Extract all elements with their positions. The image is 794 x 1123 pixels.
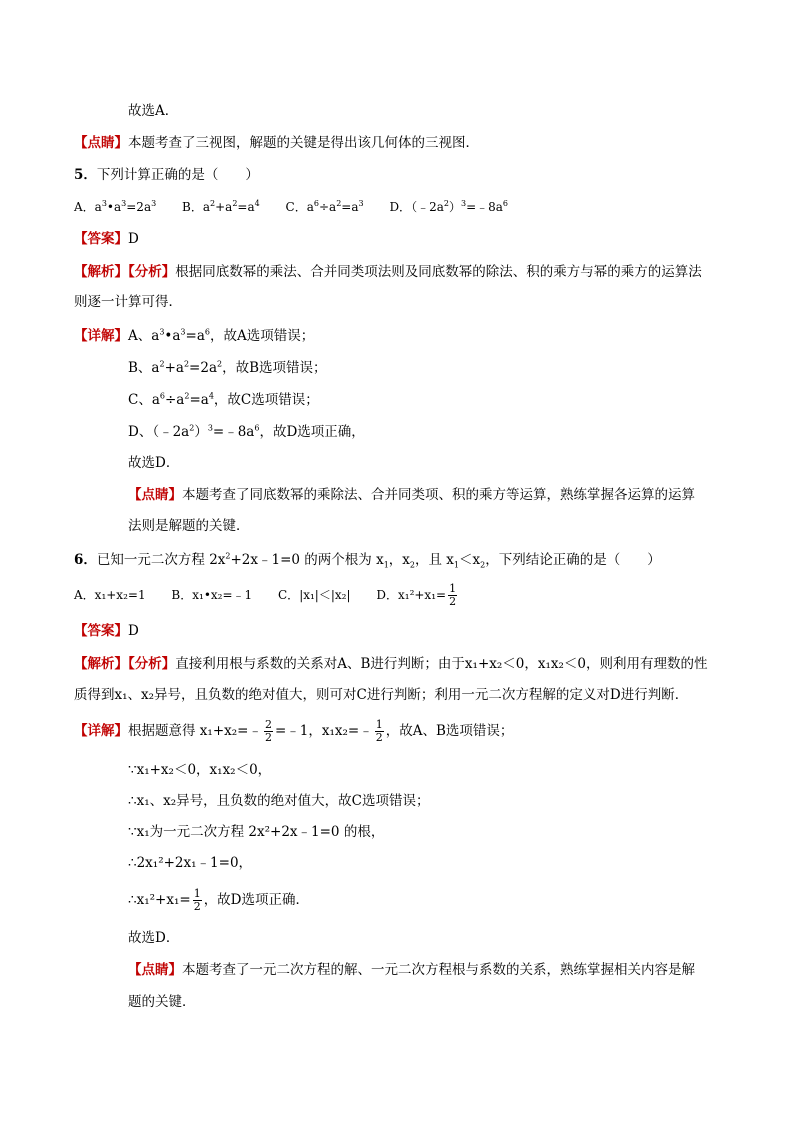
question-number: 6． [74, 552, 97, 568]
q5-analysis-line1 [74, 262, 702, 282]
fraction: $\frac{1}{2}$ [449, 582, 457, 608]
q6-detail-1: 【详解】根据题意得 x₁+x₂=﹣ $\frac{2}{2}$ =﹣1，x₁x₂=﹣ $\frac{1}{2}$ ，故A、B选项错误； [74, 718, 514, 744]
q6-answer [74, 621, 139, 641]
comment-tag: 【点睛】 [128, 962, 182, 978]
comment-text: 本题考查了三视图，解题的关键是得出该几何体的三视图． [128, 135, 479, 151]
comment-tag: 【点睛】 [74, 135, 128, 151]
q5-analysis-line2: 则逐一计算可得． [74, 294, 182, 310]
option-b: B．x₁•x₂=﹣1 [171, 588, 253, 602]
option-c: C．|x₁|＜|x₂| [278, 588, 351, 602]
question-stem: 下列计算正确的是（ ） [96, 167, 259, 183]
q5-answer [74, 229, 139, 249]
detail-tag: 【详解】 [74, 328, 128, 344]
analysis-sub-tag: 【分析】 [128, 264, 176, 280]
prev-comment [74, 133, 479, 153]
answer-value: D [128, 231, 139, 247]
q6-detail-5: ∴2x₁²+2x₁﹣1=0， [128, 855, 253, 871]
q6-detail-3: ∴x₁、x₂异号，且负数的绝对值大，故C选项错误； [128, 793, 430, 809]
analysis-tag: 【解析】 [74, 656, 128, 672]
q5-detail-b: B、$a^2+a^2=2a^2$，故B选项错误； [128, 359, 327, 376]
q6-detail-4: ∵x₁为一元二次方程 2x²+2x﹣1=0 的根， [128, 824, 385, 840]
q5-detail-d: D、$(﹣2a^2)^3=﹣8a^6$，故D选项正确， [128, 423, 365, 440]
option-a: A．$a^3•a^3=2a^3$ [74, 199, 157, 214]
option-c: C．$a^6\div a^2=a^3$ [285, 199, 364, 214]
fraction: $\frac{2}{2}$ [264, 718, 272, 744]
fraction: $\frac{1}{2}$ [193, 887, 201, 913]
q5-stem [74, 165, 259, 185]
comment-tag: 【点睛】 [128, 487, 182, 503]
q6-comment-line1: 【点睛】本题考查了一元二次方程的解、一元二次方程根与系数的关系，熟练掌握相关内容是解 [128, 962, 695, 978]
answer-tag: 【答案】 [74, 231, 128, 247]
option-d: D．x₁²+x₁= $\frac{1}{2}$ [376, 582, 457, 608]
q5-comment-line1: 【点睛】本题考查了同底数幂的乘除法、合并同类项、积的乘方等运算，熟练掌握各运算的运算 [128, 487, 695, 503]
q6-analysis-line2: 质得到x₁、x₂异号，且负数的绝对值大，则可对C进行判断；利用一元二次方程解的定义对D进行判断． [74, 687, 689, 703]
q5-detail-c: C、$a^6\div a^2=a^4$，故C选项错误； [128, 391, 319, 408]
answer-value: D [128, 623, 139, 639]
analysis-tag: 【解析】 [74, 264, 128, 280]
q5-comment-line2: 法则是解题的关键． [128, 518, 250, 534]
answer-tag: 【答案】 [74, 623, 128, 639]
analysis-sub-tag: 【分析】 [128, 656, 176, 672]
question-number: 5． [74, 167, 97, 183]
q5-conclusion: 故选D． [128, 455, 180, 471]
option-a: A．x₁+x₂=1 [74, 588, 146, 602]
detail-tag: 【详解】 [74, 723, 128, 739]
option-d: D．$(﹣2a^2)^3=﹣8a^6$ [389, 199, 509, 214]
q6-options [74, 583, 481, 608]
analysis-text: 根据同底数幂的乘法、合并同类项法则及同底数幂的除法、积的乘方与幂的乘方的运算法 [175, 264, 702, 280]
prev-conclusion: 故选A． [128, 103, 179, 119]
q6-conclusion: 故选D． [128, 930, 180, 946]
option-b: B．$a^2+a^2=a^4$ [182, 199, 260, 214]
fraction: $\frac{1}{2}$ [375, 718, 383, 744]
q6-detail-2: ∵x₁+x₂＜0，x₁x₂＜0， [128, 762, 272, 778]
q6-detail-6: ∴x₁²+x₁= $\frac{1}{2}$ ，故D选项正确． [128, 887, 310, 913]
q5-detail-a: 【详解】A、$a^3•a^3=a^6$，故A选项错误； [74, 327, 315, 344]
q6-comment-line2: 题的关键． [128, 994, 196, 1010]
q6-stem: 6．已知一元二次方程 $2x^2+2x﹣1=0$ 的两个根为 $x_1$，$x_2$，且 $x_1<x_2$，下列结论正确的是（ ） [74, 551, 661, 570]
q5-options [74, 197, 530, 217]
q6-analysis-line1: 【解析】【分析】直接利用根与系数的关系对A、B进行判断；由于x₁+x₂＜0，x₁x₂＜0，则利用有理数的性 [74, 656, 708, 672]
